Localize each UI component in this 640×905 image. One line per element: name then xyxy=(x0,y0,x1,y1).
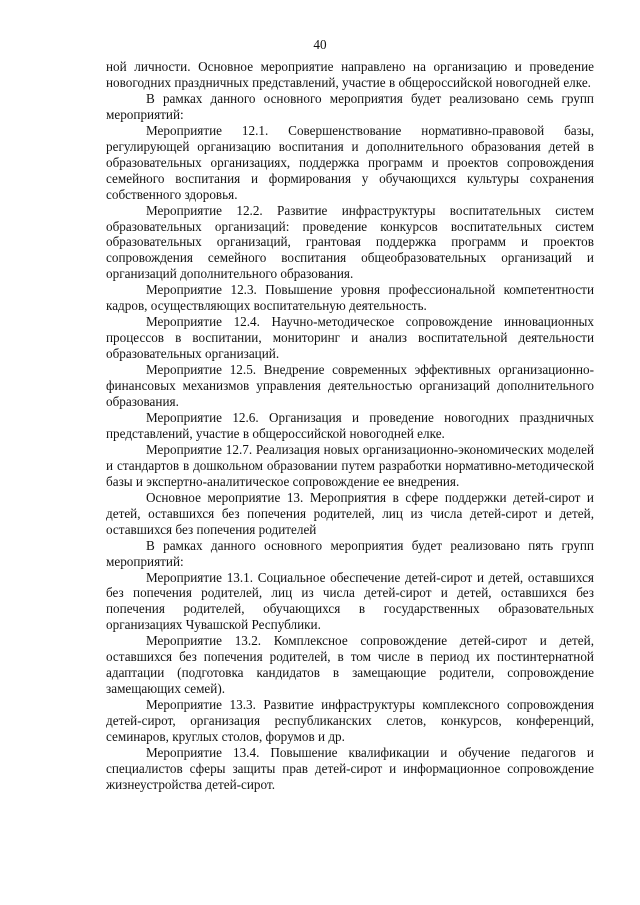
paragraph-measure-12-2: Мероприятие 12.2. Развитие инфраструктуры воспитательных систем образовательных организаций: проведение конкурсов воспитательных систем образовательных организаций, грантовая поддержка программ и проектов сопровождения семейного воспитания общеобразовательных организаций и организаций дополнительного образования. xyxy=(106,202,594,282)
paragraph-measure-13-1: Мероприятие 13.1. Социальное обеспечение детей-сирот и детей, оставшихся без попечения родителей, лиц из числа детей-сирот и детей, оставшихся без попечения родителей, обучающихся в государственных образовательных организациях Чувашской Республики. xyxy=(106,569,594,633)
paragraph-measure-12-1: Мероприятие 12.1. Совершенствование нормативно-правовой базы, регулирующей организацию воспитания и дополнительного образования детей в образовательных организациях, поддержка программ и проектов сопровождения семейного воспитания и формирования у обучающихся культуры сохранения собственного здоровья. xyxy=(106,122,594,202)
page-body xyxy=(106,59,594,793)
paragraph-intro-13: В рамках данного основного мероприятия будет реализовано пять групп мероприятий: xyxy=(106,537,594,569)
paragraph-measure-13-3: Мероприятие 13.3. Развитие инфраструктуры комплексного сопровождения детей-сирот, организация республиканских слетов, конкурсов, конференций, семинаров, круглых столов, форумов и др. xyxy=(106,697,594,745)
paragraph-measure-12-4: Мероприятие 12.4. Научно-методическое сопровождение инновационных процессов в воспитании, мониторинг и анализ воспитательной деятельности образовательных организаций. xyxy=(106,314,594,362)
paragraph-intro-12: В рамках данного основного мероприятия будет реализовано семь групп мероприятий: xyxy=(106,90,594,122)
paragraph-main-measure-13: Основное мероприятие 13. Мероприятия в сфере поддержки детей-сирот и детей, оставшихся без попечения родителей, лиц из числа детей-сирот и детей, оставшихся без попечения родителей xyxy=(106,489,594,537)
paragraph-measure-12-7: Мероприятие 12.7. Реализация новых организационно-экономических моделей и стандартов в дошкольном образовании путем разработки нормативно-методической базы и экспертно-аналитическое сопровождение ее внедрения. xyxy=(106,441,594,489)
paragraph-measure-13-4: Мероприятие 13.4. Повышение квалификации и обучение педагогов и специалистов сферы защиты прав детей-сирот и информационное сопровождение жизнеустройства детей-сирот. xyxy=(106,744,594,792)
paragraph-measure-12-6: Мероприятие 12.6. Организация и проведение новогодних праздничных представлений, участие в общероссийской новогодней елке. xyxy=(106,409,594,441)
paragraph-continuation: ной личности. Основное мероприятие направлено на организацию и проведение новогодних праздничных представлений, участие в общероссийской новогодней елке. xyxy=(106,59,594,90)
paragraph-measure-12-3: Мероприятие 12.3. Повышение уровня профессиональной компетентности кадров, осуществляющих воспитательную деятельность. xyxy=(106,282,594,314)
paragraph-measure-13-2: Мероприятие 13.2. Комплексное сопровождение детей-сирот и детей, оставшихся без попечения родителей, в том числе в период их постинтернатной адаптации (подготовка кандидатов в замещающие родители, сопровождение замещающих семей). xyxy=(106,633,594,697)
paragraph-measure-12-5: Мероприятие 12.5. Внедрение современных эффективных организационно-финансовых механизмов управления деятельностью организаций дополнительного образования. xyxy=(106,362,594,410)
page-number: 40 xyxy=(313,37,327,52)
